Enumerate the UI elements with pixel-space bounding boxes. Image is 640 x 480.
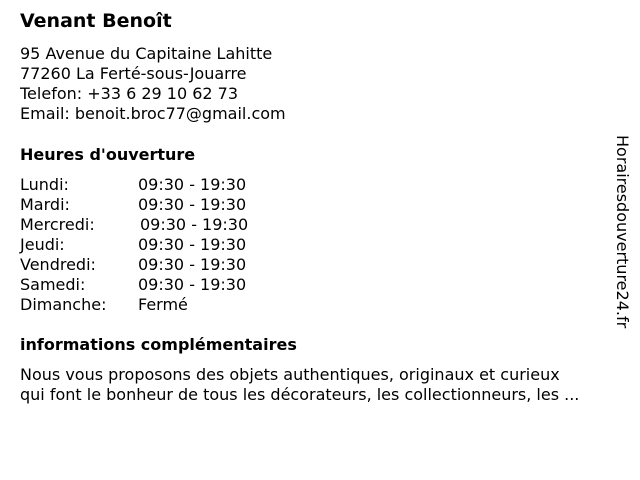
day-hours: 09:30 - 19:30: [138, 275, 247, 294]
day-label: Samedi:: [20, 275, 86, 294]
address-street: 95 Avenue du Capitaine Lahitte: [20, 44, 273, 63]
business-name: Venant Benoît: [20, 10, 172, 32]
site-watermark: [612, 135, 632, 345]
day-hours: 09:30 - 19:30: [138, 195, 247, 214]
info-heading: informations complémentaires: [20, 335, 297, 354]
day-hours: 09:30 - 19:30: [140, 215, 249, 234]
day-hours: 09:30 - 19:30: [138, 175, 247, 194]
day-hours: Fermé: [138, 295, 188, 314]
day-label: Vendredi:: [20, 255, 96, 274]
description-line: Nous vous proposons des objets authentiques, originaux et curieux: [20, 365, 560, 384]
email-address[interactable]: Email: benoit.broc77@gmail.com: [20, 104, 286, 123]
day-label: Lundi:: [20, 175, 69, 194]
watermark-text: Horairesdouverture24.fr: [613, 135, 632, 329]
hours-heading: Heures d'ouverture: [20, 145, 196, 164]
day-label: Mardi:: [20, 195, 70, 214]
phone-number[interactable]: Telefon: +33 6 29 10 62 73: [20, 84, 239, 103]
day-label: Dimanche:: [20, 295, 107, 314]
address-city: 77260 La Ferté-sous-Jouarre: [20, 64, 247, 83]
address-block: [20, 44, 286, 124]
day-hours: 09:30 - 19:30: [138, 255, 247, 274]
day-label: Jeudi:: [20, 235, 65, 254]
day-hours: 09:30 - 19:30: [138, 235, 247, 254]
day-label: Mercredi:: [20, 215, 95, 234]
description-line: qui font le bonheur de tous les décorateurs, les collectionneurs, les ...: [20, 385, 580, 404]
description-text: [20, 365, 620, 405]
